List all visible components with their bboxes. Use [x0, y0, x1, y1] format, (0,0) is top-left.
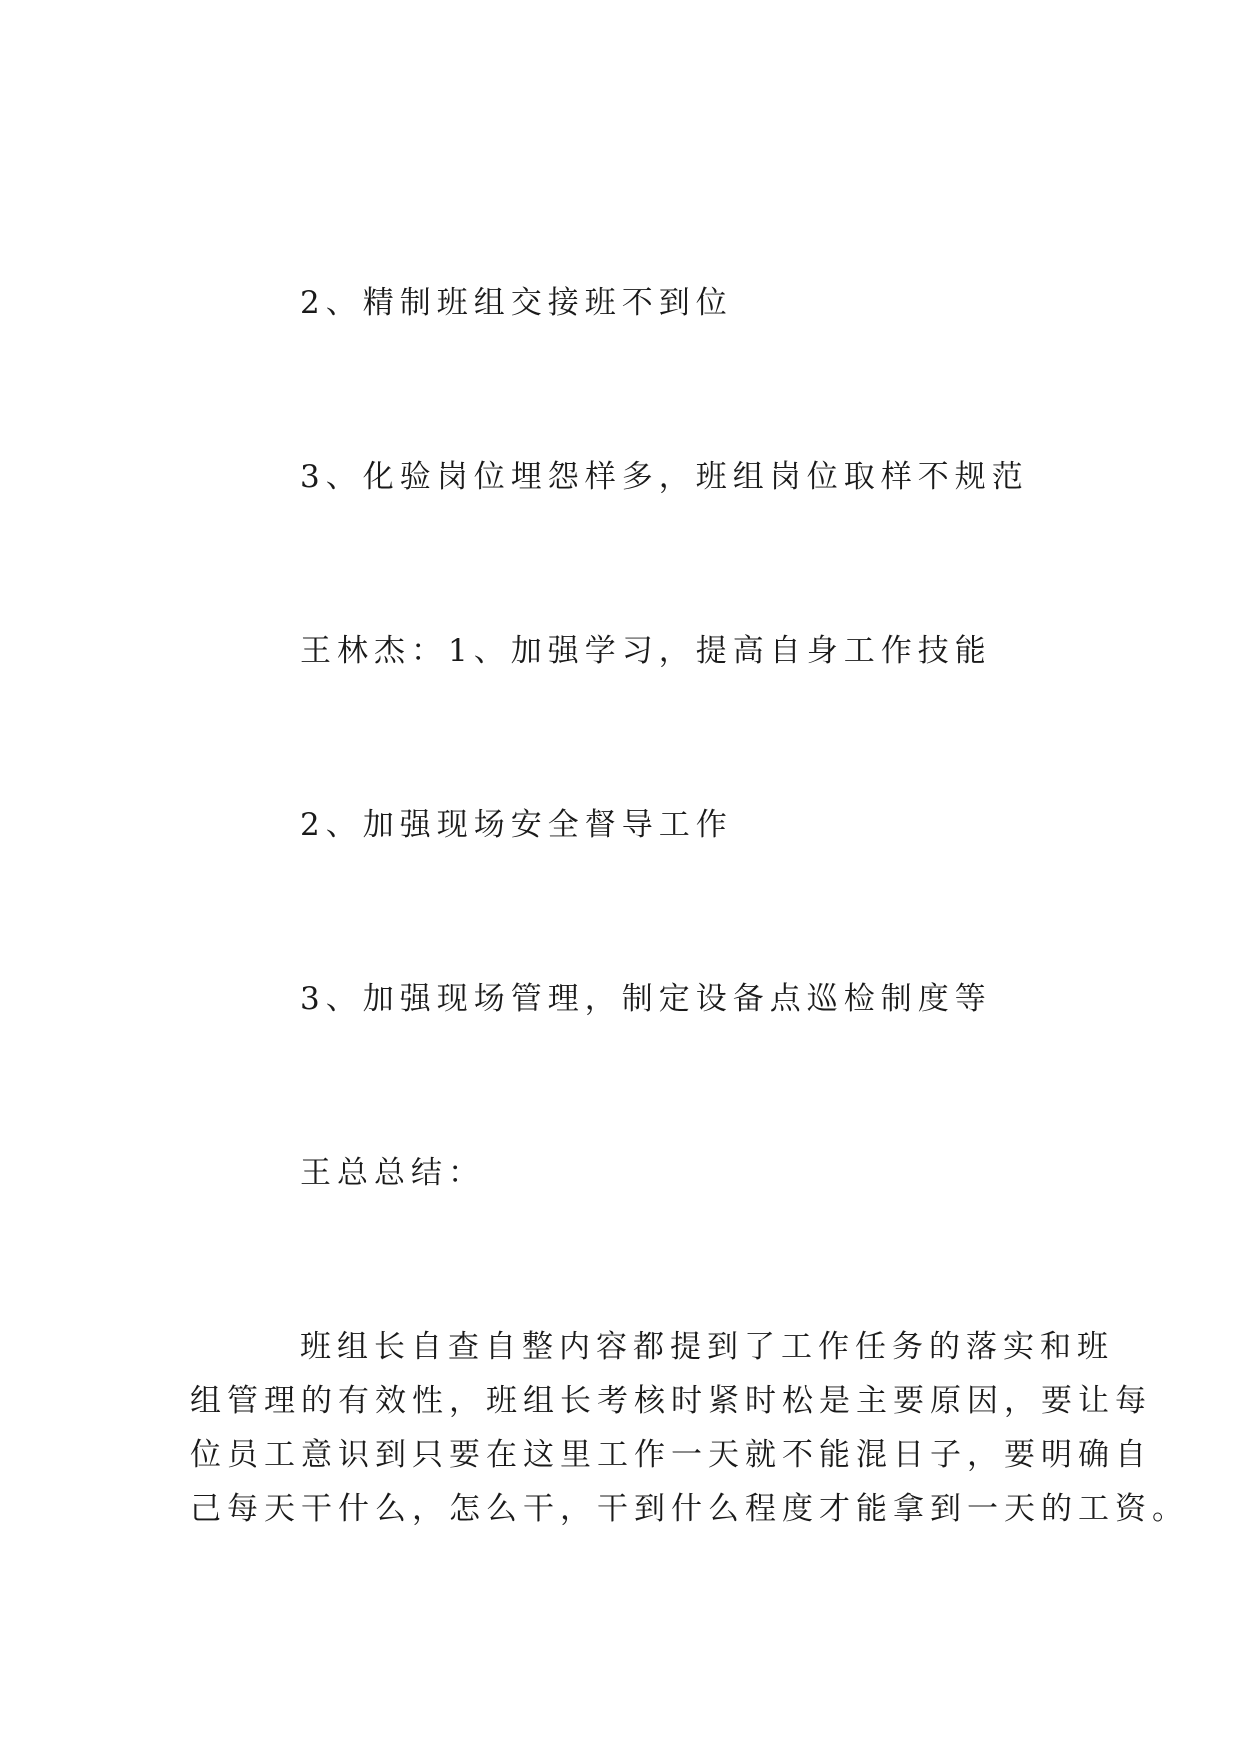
text-line-jingzhi-handover: 2、精制班组交接班不到位 [300, 285, 733, 321]
summary-paragraph [190, 1320, 1189, 1536]
text-line-wang-linjie-3: 3、加强现场管理，制定设备点巡检制度等 [300, 981, 992, 1017]
paragraph-line: 位员工意识到只要在这里工作一天就不能混日子，要明确自 [190, 1437, 1152, 1473]
paragraph-line: 组管理的有效性，班组长考核时紧时松是主要原因，要让每 [190, 1383, 1152, 1419]
text-line-wang-linjie-1: 王林杰：1、加强学习，提高自身工作技能 [300, 633, 992, 669]
text-line-wang-linjie-2: 2、加强现场安全督导工作 [300, 807, 733, 843]
section-heading-summary: 王总总结： [300, 1155, 485, 1191]
paragraph-line: 己每天干什么，怎么干，干到什么程度才能拿到一天的工资。 [190, 1491, 1189, 1527]
paragraph-line: 班组长自查自整内容都提到了工作任务的落实和班 [300, 1329, 1114, 1365]
text-line-lab-sampling: 3、化验岗位埋怨样多，班组岗位取样不规范 [300, 459, 1029, 495]
